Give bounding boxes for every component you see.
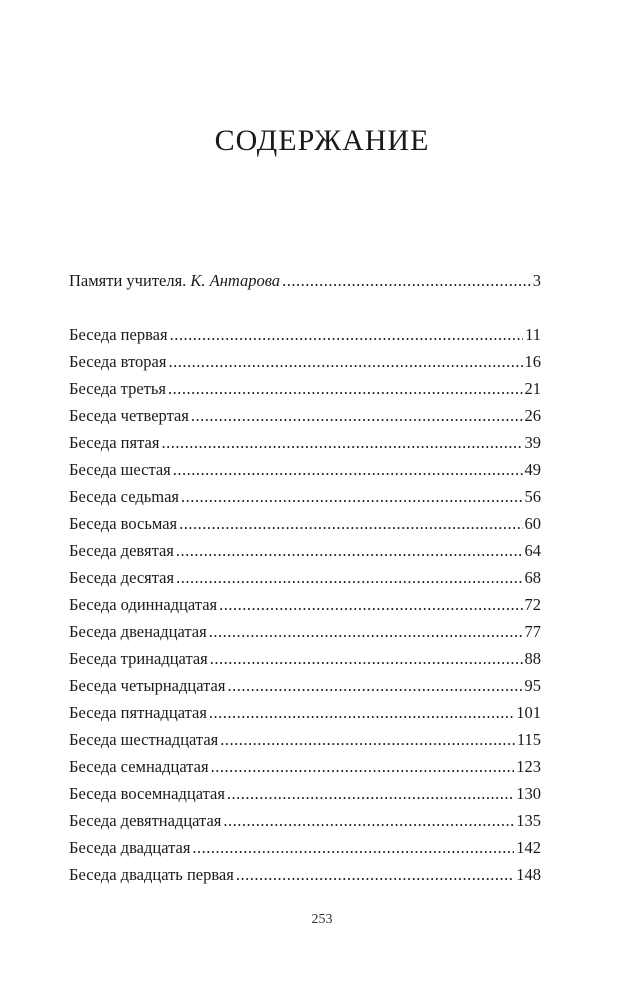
toc-entry-page: 115 (516, 730, 541, 749)
page-number: 253 (311, 912, 333, 927)
toc-entry-page: 135 (516, 811, 541, 830)
dot-leader (227, 676, 522, 696)
toc-entry[interactable] (69, 622, 541, 649)
toc-entry-label: Беседа восьмая (69, 514, 178, 533)
toc-entry-page: 16 (524, 352, 541, 371)
toc-entry-page: 88 (524, 649, 541, 668)
dot-leader (227, 784, 514, 804)
toc-entry-page: 11 (525, 325, 541, 344)
toc-entry-label: Беседа двенадцатая (69, 622, 207, 641)
toc-entry[interactable] (69, 352, 541, 379)
toc-entry[interactable] (69, 406, 541, 433)
toc-entry-label: Беседа четвертая (69, 406, 189, 425)
dot-leader (220, 730, 515, 750)
toc-entry-page: 56 (524, 487, 541, 506)
toc-entry-label: Беседа восемнадцатая (69, 784, 225, 803)
toc-entry[interactable] (69, 460, 541, 487)
toc-entry-label: Беседа одиннадцатая (69, 595, 218, 614)
toc-entry-page: 60 (524, 514, 541, 533)
dot-leader (181, 487, 523, 507)
toc-entry-label: Беседа двадцатая (69, 838, 191, 857)
toc-entry[interactable] (69, 703, 541, 730)
toc-entry-page: 123 (516, 757, 541, 776)
toc-entry[interactable] (69, 676, 541, 703)
dot-leader (168, 352, 522, 372)
dot-leader (209, 703, 514, 723)
preface-author: К. Антарова (190, 271, 281, 290)
toc-entry[interactable] (69, 757, 541, 784)
toc-entry-label: Беседа вторая (69, 352, 167, 371)
toc-entry-page: 21 (524, 379, 541, 398)
toc-entry-label: Беседа первая (69, 325, 168, 344)
dot-leader (176, 541, 523, 561)
toc-entry-label: Беседа четырнадцатая (69, 676, 226, 695)
dot-leader (161, 433, 522, 453)
toc-entry-label: Беседа девятнадцатая (69, 811, 222, 830)
toc-entry-page: 72 (524, 595, 541, 614)
toc-entry-label: Беседа десятая (69, 568, 175, 587)
toc-entry-label: Беседа тринадцатая (69, 649, 208, 668)
toc-entry-label: Беседа девятая (69, 541, 174, 560)
dot-leader (282, 271, 531, 291)
dot-leader (211, 757, 515, 777)
toc-entry-preface[interactable] (69, 271, 541, 298)
toc-entry[interactable] (69, 433, 541, 460)
toc-entry[interactable] (69, 487, 541, 514)
toc-entry-page: 68 (524, 568, 541, 587)
toc-entry[interactable] (69, 325, 541, 352)
toc-entry[interactable] (69, 838, 541, 865)
dot-leader (173, 460, 523, 480)
dot-leader (236, 865, 514, 885)
toc-entry[interactable] (69, 379, 541, 406)
toc-entry-page: 130 (516, 784, 541, 803)
dot-leader (168, 379, 523, 399)
dot-leader (192, 838, 514, 858)
toc-entry-label: Беседа пятая (69, 433, 160, 452)
toc-entry-label: Беседа двадцать первая (69, 865, 234, 884)
toc-entry[interactable] (69, 811, 541, 838)
dot-leader (209, 622, 523, 642)
toc-entry-page: 39 (524, 433, 541, 452)
toc-entry-page: 77 (524, 622, 541, 641)
dot-leader (170, 325, 524, 345)
toc-entry[interactable] (69, 595, 541, 622)
toc-entry[interactable] (69, 865, 541, 892)
toc-entry-label (69, 271, 282, 291)
dot-leader (223, 811, 514, 831)
preface-title: Памяти учителя. (69, 271, 187, 290)
page-title: СОДЕРЖАНИЕ (214, 124, 430, 157)
toc-entry[interactable] (69, 568, 541, 595)
toc-entry[interactable] (69, 730, 541, 757)
dot-leader (179, 514, 522, 534)
toc-entry-page: 95 (524, 676, 541, 695)
toc-entry-page: 148 (516, 865, 541, 884)
toc-entry-page: 49 (524, 460, 541, 479)
dot-leader (176, 568, 522, 588)
toc-preface-section (69, 271, 541, 298)
dot-leader (210, 649, 523, 669)
toc-entry-label: Беседа шестая (69, 460, 171, 479)
toc-entry[interactable] (69, 649, 541, 676)
toc-entry-page: 3 (532, 271, 541, 290)
dot-leader (219, 595, 522, 615)
dot-leader (191, 406, 523, 426)
toc-entry-label: Беседа шестнадцатая (69, 730, 219, 749)
toc-entry-page: 64 (524, 541, 541, 560)
toc-entry[interactable] (69, 541, 541, 568)
toc-list (69, 325, 541, 892)
toc-entry-label: Беседа пятнадцатая (69, 703, 207, 722)
toc-entry-page: 101 (516, 703, 541, 722)
toc-entry-label: Беседа седьmaя (69, 487, 179, 506)
toc-entry[interactable] (69, 784, 541, 811)
toc-entry-label: Беседа семнадцатая (69, 757, 209, 776)
toc-entry-page: 142 (516, 838, 541, 857)
toc-entry[interactable] (69, 514, 541, 541)
toc-entry-label: Беседа третья (69, 379, 166, 398)
toc-entry-page: 26 (524, 406, 541, 425)
